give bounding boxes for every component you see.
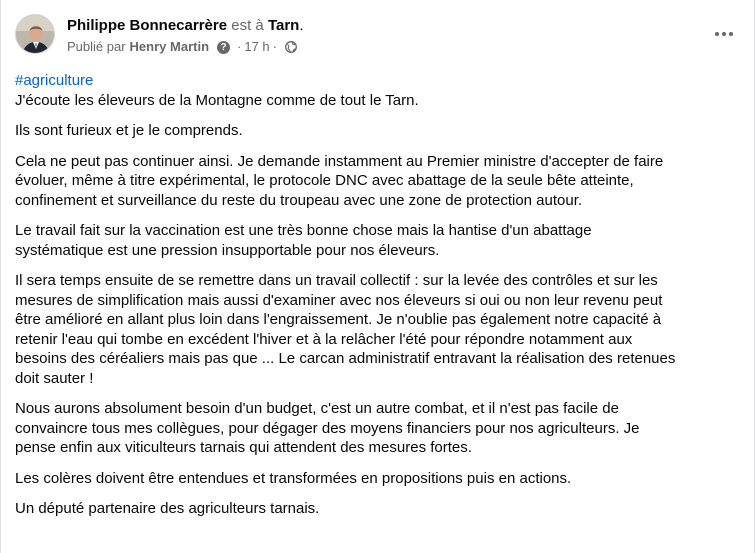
post-timestamp-link[interactable]: 17 h [244,39,270,54]
meta-separator: · [237,39,242,54]
author-line [67,16,304,36]
help-icon[interactable]: ? [217,41,230,54]
post-paragraph: J'écoute les éleveurs de la Montagne comme de tout le Tarn. [15,91,419,109]
more-horizontal-icon-dot [722,32,726,36]
author-name-link[interactable]: Philippe Bonnecarrère [67,17,228,34]
author-avatar[interactable] [15,14,55,54]
more-horizontal-icon-dot [729,32,733,36]
more-horizontal-icon-dot [715,32,719,36]
post-paragraph: Le travail fait sur la vaccination est une très bonne chose mais la hantise d'un abattage systématique est une pression insupportable pour nos éleveurs. [15,222,592,259]
author-line-period: . [299,17,304,34]
post-header [15,14,740,60]
meta-separator: · [272,39,278,54]
globe-icon[interactable] [285,41,297,53]
post-body [15,71,740,530]
post-paragraph: Nous aurons absolument besoin d'un budget, c'est un autre combat, et il n'est pas facile de convaincre tous mes collègues, pour dégager des moyens financiers pour nos agriculteurs. Je pense enfin aux viticulteurs tarnais qui attendent des mesures fortes. [15,400,640,456]
location-link[interactable]: Tarn [267,17,300,34]
post-paragraph: Un député partenaire des agriculteurs tarnais. [15,500,320,517]
post-paragraph: Cela ne peut pas continuer ainsi. Je demande instamment au Premier ministre d'accepter de faire évoluer, même à titre expérimental, le protocole DNC avec abattage de la seule bête atteinte, confinement et surveillance du reste du troupeau avec une zone de protection autour. [15,152,664,209]
more-options-button[interactable] [710,22,738,46]
avatar-photo-icon [16,15,55,54]
post-paragraph: Il sera temps ensuite de se remettre dans un travail collectif : sur la levée des contrôles et sur les mesures de simplification mais aussi d'examiner avec nos éleveurs si oui ou non leur revenu peut être amélioré en allant plus loin dans l'engraissement. Je n'oublie pas également notre capacité à retenir l'eau qui tombe en excédent l'hiver et à la relâcher l'été pour répondre notamment aux besoins des céréaliers mais pas que ... Le carcan administratif entravant la réalisation des retenues doit sauter ! [15,272,676,387]
hashtag-link[interactable]: #agriculture [15,72,94,89]
post-paragraph: Les colères doivent être entendues et transformées en propositions puis en actions. [15,469,572,487]
post-paragraph: Ils sont furieux et je le comprends. [15,122,243,139]
publisher-name-link[interactable]: Henry Martin [129,39,210,54]
published-by-label: Publié par [67,39,126,54]
post-meta [67,39,297,55]
author-location-joiner: est à [231,17,264,34]
